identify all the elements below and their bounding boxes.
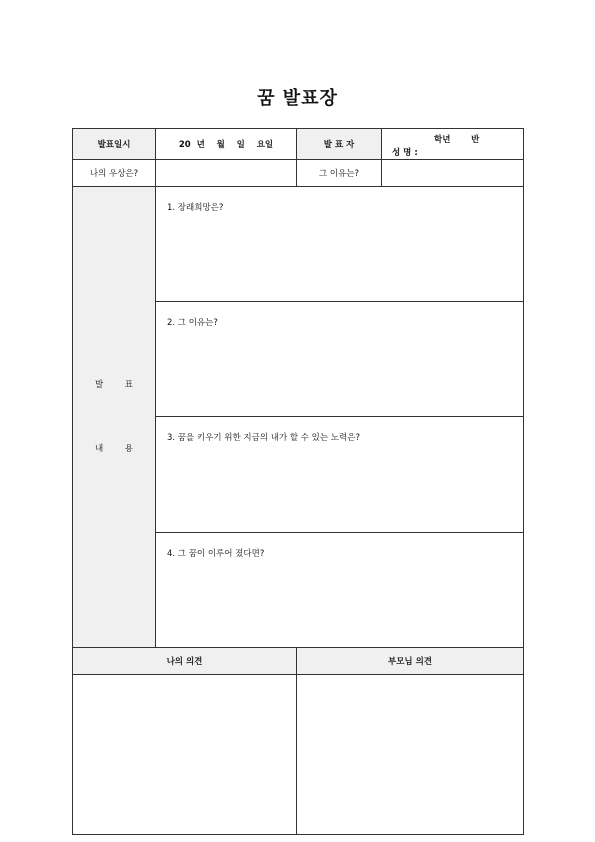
- section-label: 3. 꿈을 키우기 위한 지금의 내가 할 수 있는 노력은?: [167, 433, 360, 443]
- my-opinion-header: 나의 의견: [73, 648, 297, 675]
- date-field[interactable]: 20 년 월 일 요일: [156, 129, 297, 160]
- presentation-form: [72, 128, 524, 835]
- date-label: 발표일시: [73, 129, 156, 160]
- side-char: 용: [124, 443, 133, 454]
- idol-label: 나의 우상은?: [73, 160, 156, 187]
- parent-opinion-header: 부모님 의견: [297, 648, 524, 675]
- idol-field[interactable]: [156, 160, 297, 187]
- side-char: 발: [95, 380, 104, 390]
- section-label: 4. 그 꿈이 이루어 졌다면?: [167, 549, 265, 559]
- presenter-field[interactable]: [382, 129, 524, 160]
- side-char: 표: [124, 380, 133, 390]
- section-future-dream[interactable]: [156, 187, 524, 302]
- page-title: 꿈 발표장: [257, 88, 338, 109]
- reason-label: 그 이유는?: [297, 160, 382, 187]
- section-label: 2. 그 이유는?: [167, 318, 218, 328]
- reason-field[interactable]: [382, 160, 524, 187]
- section-reason[interactable]: [156, 302, 524, 417]
- section-effort[interactable]: [156, 417, 524, 533]
- presenter-name: 성 명 :: [392, 148, 418, 158]
- my-opinion-field[interactable]: [73, 675, 297, 835]
- section-dream-realized[interactable]: [156, 533, 524, 648]
- side-char: 내: [95, 443, 104, 454]
- presentation-content-label: [73, 187, 156, 648]
- presenter-label: 발 표 자: [297, 129, 382, 160]
- presenter-grade: 학년 반: [434, 135, 480, 145]
- section-label: 1. 장래희망은?: [167, 203, 224, 213]
- parent-opinion-field[interactable]: [297, 675, 524, 835]
